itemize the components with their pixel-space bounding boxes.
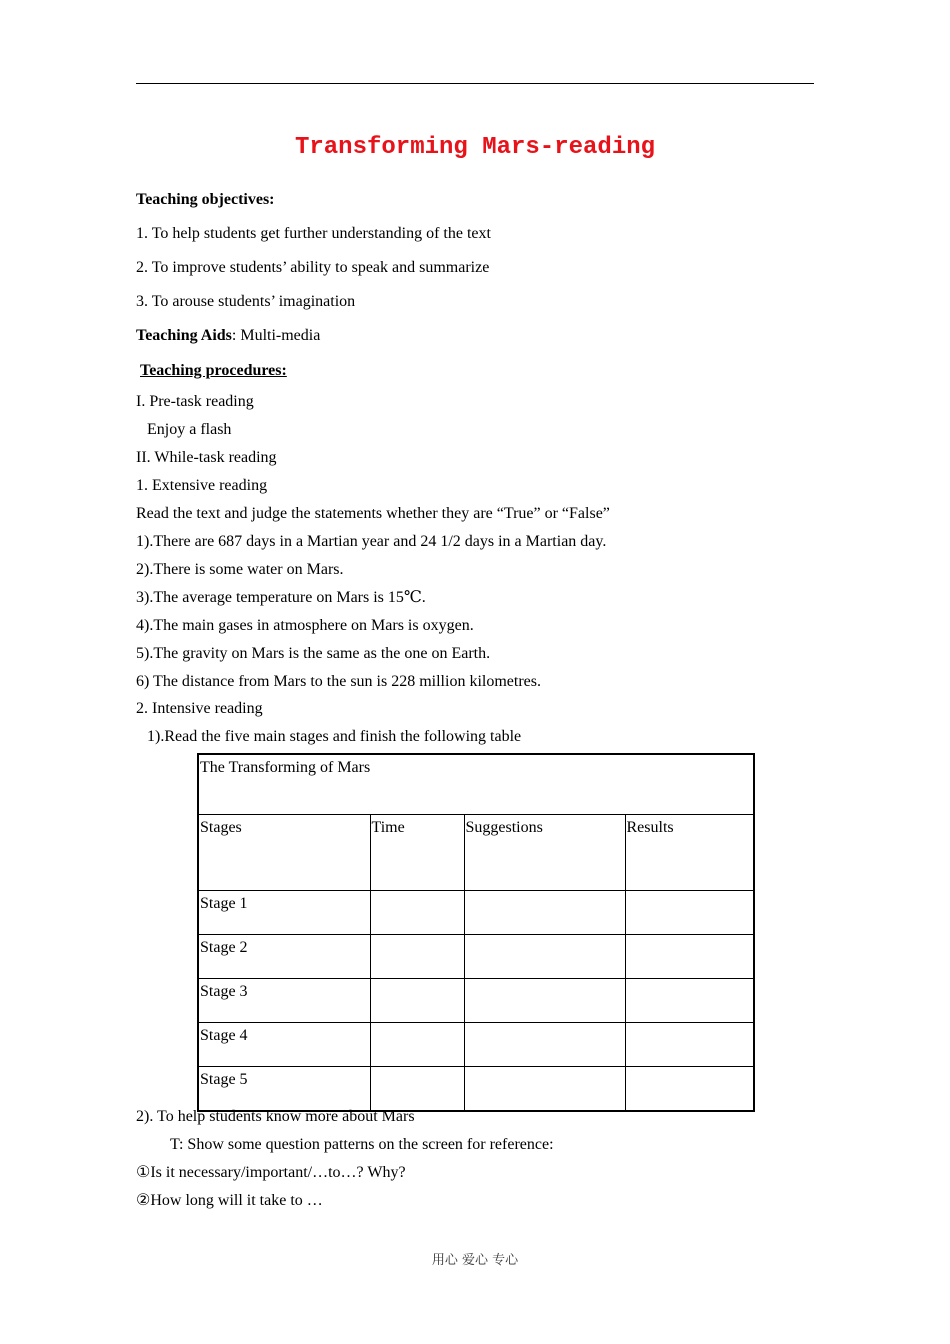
question-pattern: ①Is it necessary/important/…to…? Why? <box>136 1164 406 1181</box>
statement: 5).The gravity on Mars is the same as the one on Earth. <box>136 645 491 662</box>
intensive-reading-heading: 2. Intensive reading <box>136 700 263 717</box>
results-cell[interactable] <box>625 1067 754 1112</box>
objectives-heading: Teaching objectives: <box>136 191 275 208</box>
table-header-suggestions: Suggestions <box>464 815 625 891</box>
question-pattern: ②How long will it take to … <box>136 1192 323 1209</box>
results-cell[interactable] <box>625 935 754 979</box>
enjoy-flash: Enjoy a flash <box>147 421 232 438</box>
suggestions-cell[interactable] <box>464 891 625 935</box>
procedures-heading: Teaching procedures: <box>140 362 287 379</box>
statement: 6) The distance from Mars to the sun is 228 million kilometres. <box>136 673 541 690</box>
stage-label: Stage 4 <box>198 1023 370 1067</box>
table-row <box>198 979 754 1023</box>
header-rule <box>136 83 814 84</box>
results-cell[interactable] <box>625 979 754 1023</box>
suggestions-cell[interactable] <box>464 1023 625 1067</box>
stage-label: Stage 2 <box>198 935 370 979</box>
teaching-aids <box>136 326 320 346</box>
teaching-aids-value: : Multi-media <box>231 327 321 344</box>
table-header-results: Results <box>625 815 754 891</box>
table-row <box>198 891 754 935</box>
table-title: The Transforming of Mars <box>198 754 754 815</box>
objective-item: 3. To arouse students’ imagination <box>136 293 356 310</box>
judge-instruction: Read the text and judge the statements whether they are “True” or “False” <box>136 505 610 522</box>
stage-label: Stage 3 <box>198 979 370 1023</box>
objective-item: 2. To improve students’ ability to speak and summarize <box>136 259 490 276</box>
time-cell[interactable] <box>370 979 464 1023</box>
table-header-stages: Stages <box>198 815 370 891</box>
statement: 2).There is some water on Mars. <box>136 561 344 578</box>
objective-item: 1. To help students get further understanding of the text <box>136 225 491 242</box>
while-task-heading: II. While-task reading <box>136 449 277 466</box>
pre-task-heading: I. Pre-task reading <box>136 393 254 410</box>
extensive-reading-heading: 1. Extensive reading <box>136 477 268 494</box>
page-title: Transforming Mars-reading <box>294 134 656 161</box>
stage-label: Stage 1 <box>198 891 370 935</box>
suggestions-cell[interactable] <box>464 979 625 1023</box>
statement: 4).The main gases in atmosphere on Mars is oxygen. <box>136 617 474 634</box>
time-cell[interactable] <box>370 1067 464 1112</box>
time-cell[interactable] <box>370 891 464 935</box>
table-instruction: 1).Read the five main stages and finish the following table <box>147 728 522 745</box>
statement: 3).The average temperature on Mars is 15℃. <box>136 589 426 606</box>
table-row <box>198 935 754 979</box>
suggestions-cell[interactable] <box>464 1067 625 1112</box>
suggestions-cell[interactable] <box>464 935 625 979</box>
results-cell[interactable] <box>625 1023 754 1067</box>
stages-table <box>197 753 755 1112</box>
table-header-time: Time <box>370 815 464 891</box>
statement: 1).There are 687 days in a Martian year and 24 1/2 days in a Martian day. <box>136 533 607 550</box>
results-cell[interactable] <box>625 891 754 935</box>
stage-label: Stage 5 <box>198 1067 370 1112</box>
table-row <box>198 1023 754 1067</box>
teaching-aids-label: Teaching Aids <box>136 327 232 344</box>
know-more-heading: 2). To help students know more about Mars <box>136 1108 415 1125</box>
table-row <box>198 1067 754 1112</box>
question-patterns-intro: T: Show some question patterns on the screen for reference: <box>170 1136 554 1153</box>
time-cell[interactable] <box>370 935 464 979</box>
time-cell[interactable] <box>370 1023 464 1067</box>
page-footer: 用心 爱心 专心 <box>431 1253 519 1268</box>
